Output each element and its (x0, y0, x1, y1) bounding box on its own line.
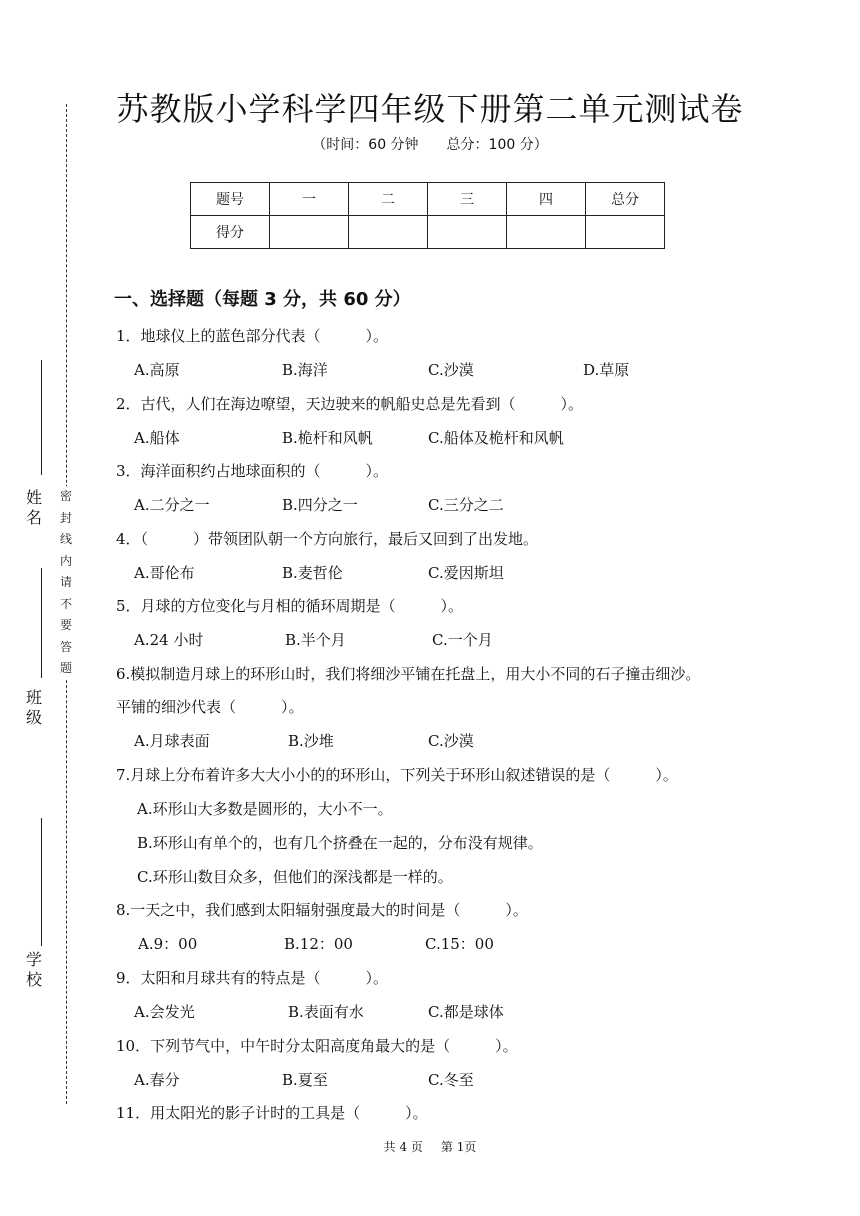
option: A.月球表面 (134, 732, 210, 750)
question-options (0, 563, 860, 583)
exam-subtitle (0, 134, 860, 154)
time-limit: （时间：60 分钟 (312, 137, 419, 153)
total-pages: 共 4 页 (383, 1140, 423, 1154)
option: A.会发光 (134, 1003, 195, 1021)
question-stem: 2．古代，人们在海边嘹望，天边驶来的帆船史总是先看到（ ）。 (116, 395, 584, 413)
option: B.四分之一 (282, 496, 358, 514)
option: C.三分之二 (428, 496, 504, 514)
question-stem: 6.模拟制造月球上的环形山时，我们将细沙平铺在托盘上，用大小不同的石子撞击细沙。 (116, 665, 701, 683)
question-stem: 5．月球的方位变化与月相的循环周期是（ ）。 (116, 597, 464, 615)
question-options (0, 934, 860, 954)
score-header-cell: 一 (270, 183, 349, 216)
page-number: 第 1页 (440, 1140, 477, 1154)
question-stem: 3．海洋面积约占地球面积的（ ）。 (116, 462, 389, 480)
option: A.环形山大多数是圆形的，大小不一。 (137, 800, 393, 818)
section-title: 一、选择题（每题 3 分，共 60 分） (114, 289, 411, 310)
option: C.沙漠 (428, 732, 474, 750)
question-options (0, 630, 860, 650)
seal-char: 要 (59, 618, 72, 632)
seal-char: 内 (59, 553, 72, 568)
question-stem: 8.一天之中，我们感到太阳辐射强度最大的时间是（ ）。 (116, 901, 528, 919)
seal-char: 密 (59, 489, 72, 503)
seal-char: 请 (59, 575, 72, 589)
question-options (0, 1070, 860, 1090)
class-field-label: 班级 (25, 688, 42, 727)
option: A.9：00 (138, 935, 198, 953)
question-stem-continued: 平铺的细沙代表（ ）。 (116, 698, 304, 716)
school-field-line (41, 818, 42, 946)
seal-char: 答 (59, 639, 72, 654)
page-footer (0, 1138, 860, 1155)
option: A.春分 (134, 1071, 180, 1089)
score-cell (349, 216, 428, 249)
question-options (0, 360, 860, 380)
option: B.桅杆和风帆 (282, 429, 373, 447)
question-stem: 7.月球上分布着许多大大小小的的环形山，下列关于环形山叙述错误的是（ ）。 (116, 766, 678, 784)
class-field-line (41, 568, 42, 678)
score-header-cell: 总分 (586, 183, 665, 216)
option: B.沙堆 (288, 732, 334, 750)
score-cell (586, 216, 665, 249)
option: A.哥伦布 (134, 564, 195, 582)
option: B.表面有水 (288, 1003, 364, 1021)
option: A.24 小时 (134, 631, 204, 649)
option: A.高原 (134, 361, 180, 379)
score-header-cell: 三 (428, 183, 507, 216)
option: B.海洋 (282, 361, 328, 379)
score-row-label: 得分 (191, 216, 270, 249)
score-header-cell: 题号 (191, 183, 270, 216)
option: C.都是球体 (428, 1003, 504, 1021)
seal-char: 线 (59, 532, 72, 546)
score-cell (507, 216, 586, 249)
option: C.环形山数目众多，但他们的深浅都是一样的。 (137, 868, 453, 886)
option: C.爱因斯坦 (428, 564, 504, 582)
seal-char: 不 (59, 596, 72, 611)
option: C.船体及桅杆和风帆 (428, 429, 564, 447)
option: B.夏至 (282, 1071, 328, 1089)
name-field-label: 姓名 (25, 488, 42, 527)
question-options (0, 428, 860, 448)
question-stem: 1．地球仪上的蓝色部分代表（ ）。 (116, 327, 389, 345)
question-options (0, 1002, 860, 1022)
question-stem: 11．用太阳光的影子计时的工具是（ ）。 (116, 1104, 428, 1122)
option: C.冬至 (428, 1071, 474, 1089)
question-stem: 10．下列节气中，中午时分太阳高度角最大的是（ ）。 (116, 1037, 518, 1055)
option: C.15：00 (425, 935, 494, 953)
option: B.12：00 (284, 935, 353, 953)
option: B.环形山有单个的，也有几个挤叠在一起的，分布没有规律。 (137, 834, 543, 852)
seal-char: 题 (59, 661, 72, 675)
score-cell (270, 216, 349, 249)
score-table (190, 182, 665, 249)
question-stem: 9．太阳和月球共有的特点是（ ）。 (116, 969, 389, 987)
score-header-cell: 四 (507, 183, 586, 216)
option: B.麦哲伦 (282, 564, 343, 582)
question-options (0, 495, 860, 515)
total-score: 总分：100 分） (446, 137, 548, 153)
school-field-label: 学校 (25, 950, 42, 989)
score-header-cell: 二 (349, 183, 428, 216)
exam-title: 苏教版小学科学四年级下册第二单元测试卷 (116, 90, 744, 128)
option: C.沙漠 (428, 361, 474, 379)
question-options (0, 731, 860, 751)
option: C.一个月 (432, 631, 493, 649)
option: A.二分之一 (134, 496, 210, 514)
seal-char: 封 (59, 510, 72, 525)
option: B.半个月 (285, 631, 346, 649)
question-stem: 4．（ ）带领团队朝一个方向旅行，最后又回到了出发地。 (116, 530, 539, 548)
option: D.草原 (583, 361, 630, 379)
option: A.船体 (134, 429, 180, 447)
score-cell (428, 216, 507, 249)
